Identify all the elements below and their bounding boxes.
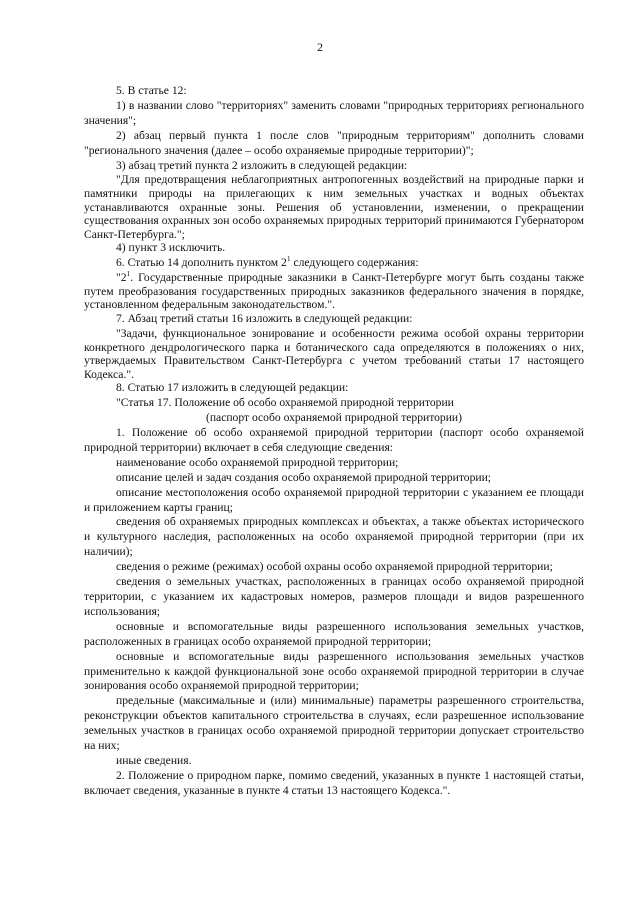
list-item: основные и вспомогательные виды разрешенного использования земельных участков, расположенных в границах особо охраняемой природной территории;: [84, 619, 584, 648]
document-body: [84, 84, 584, 799]
list-item: основные и вспомогательные виды разрешенного использования земельных участков применительно к каждой функциональной зоне особо охраняемой природной территории в случае зонирования особо охраняемой природной территории;: [84, 649, 584, 693]
list-item: наименование особо охраняемой природной территории;: [116, 455, 399, 469]
paragraph: 1. Положение об особо охраняемой природной территории (паспорт особо охраняемой природной территории) включает в себя следующие сведения:: [84, 426, 584, 454]
paragraph: 2) абзац первый пункта 1 после слов "природным территориям" дополнить словами "регионального значения (далее – особо охраняемые природные территории)";: [84, 128, 584, 157]
paragraph: 8. Статью 17 изложить в следующей редакции:: [116, 381, 349, 395]
list-item: иные сведения.: [116, 753, 192, 767]
article-subheading: (паспорт особо охраняемой природной территории): [205, 411, 462, 425]
list-item: сведения о режиме (режимах) особой охраны особо охраняемой природной территории;: [116, 560, 553, 574]
paragraph: "$2^1$. Государственные природные заказники в Санкт-Петербурге могут быть созданы также путем преобразования государственных природных заказников федерального значения в порядке, установленном федеральным законодательством.".: [84, 269, 584, 312]
list-item: предельные (максимальные и (или) минимальные) параметры разрешенного строительства, реконструкции объектов капитального строительства в случаях, если разрешенное использование земельных участков в границах особо охраняемой природной территории допускает строительство на них;: [84, 694, 584, 753]
paragraph: "Для предотвращения неблагоприятных антропогенных воздействий на природные парки и памятники природы на прилегающих к ним земельных участках и водных объектах устанавливаются охранные зоны. Решения об установлении, изменении, о прекращении существования охранных зон особо охраняемых природных территорий принимаются Губернатором Санкт-Петербурга.";: [84, 173, 584, 241]
list-item: сведения о земельных участках, расположенных в границах особо охраняемой природной территории, с указанием их кадастровых номеров, размеров площади и видов разрешенного использования;: [84, 575, 584, 618]
list-item: описание целей и задач создания особо охраняемой природной территории;: [116, 470, 492, 484]
page-number: 2: [317, 40, 323, 54]
paragraph: 7. Абзац третий статьи 16 изложить в следующей редакции:: [116, 312, 413, 325]
paragraph: 4) пункт 3 исключить.: [116, 241, 226, 255]
paragraph: 1) в названии слово "территориях" заменить словами "природных территориях регионального значения";: [84, 98, 584, 127]
superscript: 1: [286, 254, 291, 264]
paragraph: 2. Положение о природном парке, помимо сведений, указанных в пункте 1 настоящей статьи, включает сведения, указанные в пункте 4 статьи 13 настоящего Кодекса.".: [84, 768, 584, 797]
paragraph: 6. Статью 14 дополнить пунктом $2^1$ следующего содержания:: [116, 254, 419, 270]
article-heading: "Статья 17. Положение об особо охраняемой природной территории: [116, 396, 454, 410]
paragraph: "Задачи, функциональное зонирование и особенности режима особой охраны территории конкретного дендрологического парка и ботанического сада определяются в положениях о них, утверждаемых Правительством Санкт-Петербурга с учетом требований статьи 17 настоящего Кодекса.".: [84, 326, 584, 381]
paragraph: 3) абзац третий пункта 2 изложить в следующей редакции:: [116, 158, 408, 172]
paragraph: 5. В статье 12:: [116, 84, 187, 97]
list-item: описание местоположения особо охраняемой природной территории с указанием ее площади и приложением карты границ;: [84, 485, 584, 514]
superscript: 1: [126, 269, 131, 279]
list-item: сведения об охраняемых природных комплексах и объектах, а также объектах исторического и культурного наследия, расположенных на особо охраняемой природной территории (при их наличии);: [84, 515, 584, 559]
